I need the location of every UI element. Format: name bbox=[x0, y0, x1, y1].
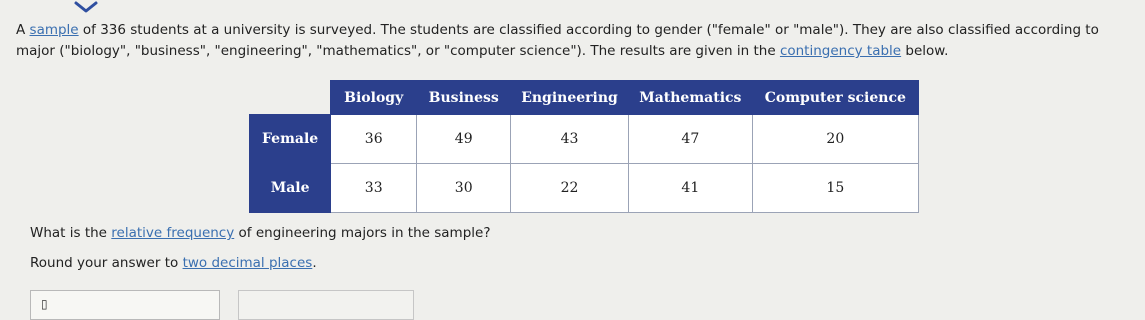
chevron-down-icon[interactable] bbox=[66, 0, 106, 16]
table-cell: 30 bbox=[417, 164, 511, 213]
two-decimal-places-link[interactable]: two decimal places bbox=[182, 255, 313, 271]
contingency-table bbox=[249, 80, 919, 213]
problem-statement: A sample of 336 students at a university is surveyed. The students are classified according to gender ("female" or "male"). They are also classified according to major ("biology", "business", "engineering", "mathematics", or "computer science"). The results are given in the contingency table below. bbox=[16, 22, 1099, 59]
contingency-table-link[interactable]: contingency table bbox=[779, 43, 902, 59]
column-header-mathematics: Mathematics bbox=[628, 81, 752, 115]
rounding-instruction: Round your answer to two decimal places. bbox=[30, 255, 317, 271]
table-row bbox=[250, 164, 919, 213]
question-prompt: What is the relative frequency of engineering majors in the sample? bbox=[30, 225, 491, 241]
column-header-computer-science: Computer science bbox=[752, 81, 918, 115]
table-cell: 41 bbox=[628, 164, 752, 213]
row-header-female: Female bbox=[250, 115, 331, 164]
table-cell: 33 bbox=[331, 164, 417, 213]
column-header-biology: Biology bbox=[331, 81, 417, 115]
table-cell: 22 bbox=[511, 164, 629, 213]
sample-link[interactable]: sample bbox=[29, 22, 79, 38]
row-header-male: Male bbox=[250, 164, 331, 213]
table-corner bbox=[250, 81, 331, 115]
table-cell: 49 bbox=[417, 115, 511, 164]
table-cell: 15 bbox=[752, 164, 918, 213]
table-row bbox=[250, 115, 919, 164]
table-cell: 47 bbox=[628, 115, 752, 164]
column-header-business: Business bbox=[417, 81, 511, 115]
table-cell: 20 bbox=[752, 115, 918, 164]
table-cell: 43 bbox=[511, 115, 629, 164]
column-header-engineering: Engineering bbox=[511, 81, 629, 115]
table-cell: 36 bbox=[331, 115, 417, 164]
relative-frequency-link[interactable]: relative frequency bbox=[111, 225, 235, 241]
text-cursor-icon: ▯ bbox=[41, 297, 48, 311]
